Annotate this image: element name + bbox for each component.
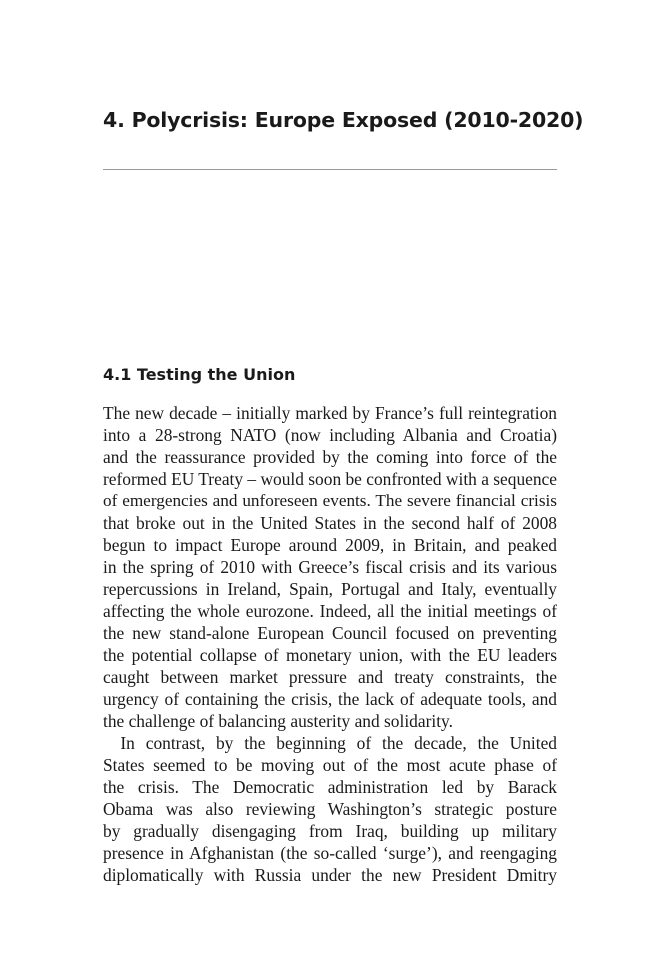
body-line: into a 28-strong NATO (now including Albania and Croatia) <box>103 425 557 445</box>
body-line: caught between market pressure and treaty constraints, the <box>103 667 557 687</box>
body-line: urgency of containing the crisis, the lack of adequate tools, and <box>103 689 557 709</box>
body-line: that broke out in the United States in the second half of 2008 <box>103 513 557 533</box>
body-line: The new decade – initially marked by France’s full reintegration <box>103 403 557 423</box>
body-line: the challenge of balancing austerity and solidarity. <box>103 711 453 731</box>
body-line: the potential collapse of monetary union, with the EU leaders <box>103 645 557 665</box>
body-line: diplomatically with Russia under the new President Dmitry <box>103 865 557 885</box>
body-line: and the reassurance provided by the coming into force of the <box>103 447 557 467</box>
chapter-title: 4. Polycrisis: Europe Exposed (2010-2020) <box>103 108 584 132</box>
body-line: of emergencies and unforeseen events. The severe financial crisis <box>103 491 557 510</box>
chapter-divider <box>103 169 557 170</box>
body-line: in the spring of 2010 with Greece’s fiscal crisis and its various <box>103 557 557 577</box>
body-line: reformed EU Treaty – would soon be confronted with a sequence <box>103 469 557 489</box>
body-line: by gradually disengaging from Iraq, building up military <box>103 821 557 841</box>
body-line: the new stand-alone European Council focused on preventing <box>103 623 557 643</box>
body-line: the crisis. The Democratic administration led by Barack <box>103 777 557 797</box>
body-line: presence in Afghanistan (the so-called ‘surge’), and reengaging <box>103 843 557 863</box>
body-line: Obama was also reviewing Washington’s strategic posture <box>103 799 557 819</box>
body-line: begun to impact Europe around 2009, in Britain, and peaked <box>103 535 557 555</box>
body-line: States seemed to be moving out of the most acute phase of <box>103 755 557 775</box>
section-heading: 4.1 Testing the Union <box>103 365 296 384</box>
body-line: repercussions in Ireland, Spain, Portugal and Italy, eventually <box>103 579 557 599</box>
body-line: affecting the whole eurozone. Indeed, all the initial meetings of <box>103 601 557 621</box>
body-text <box>103 402 557 886</box>
body-line: In contrast, by the beginning of the decade, the United <box>103 733 557 753</box>
